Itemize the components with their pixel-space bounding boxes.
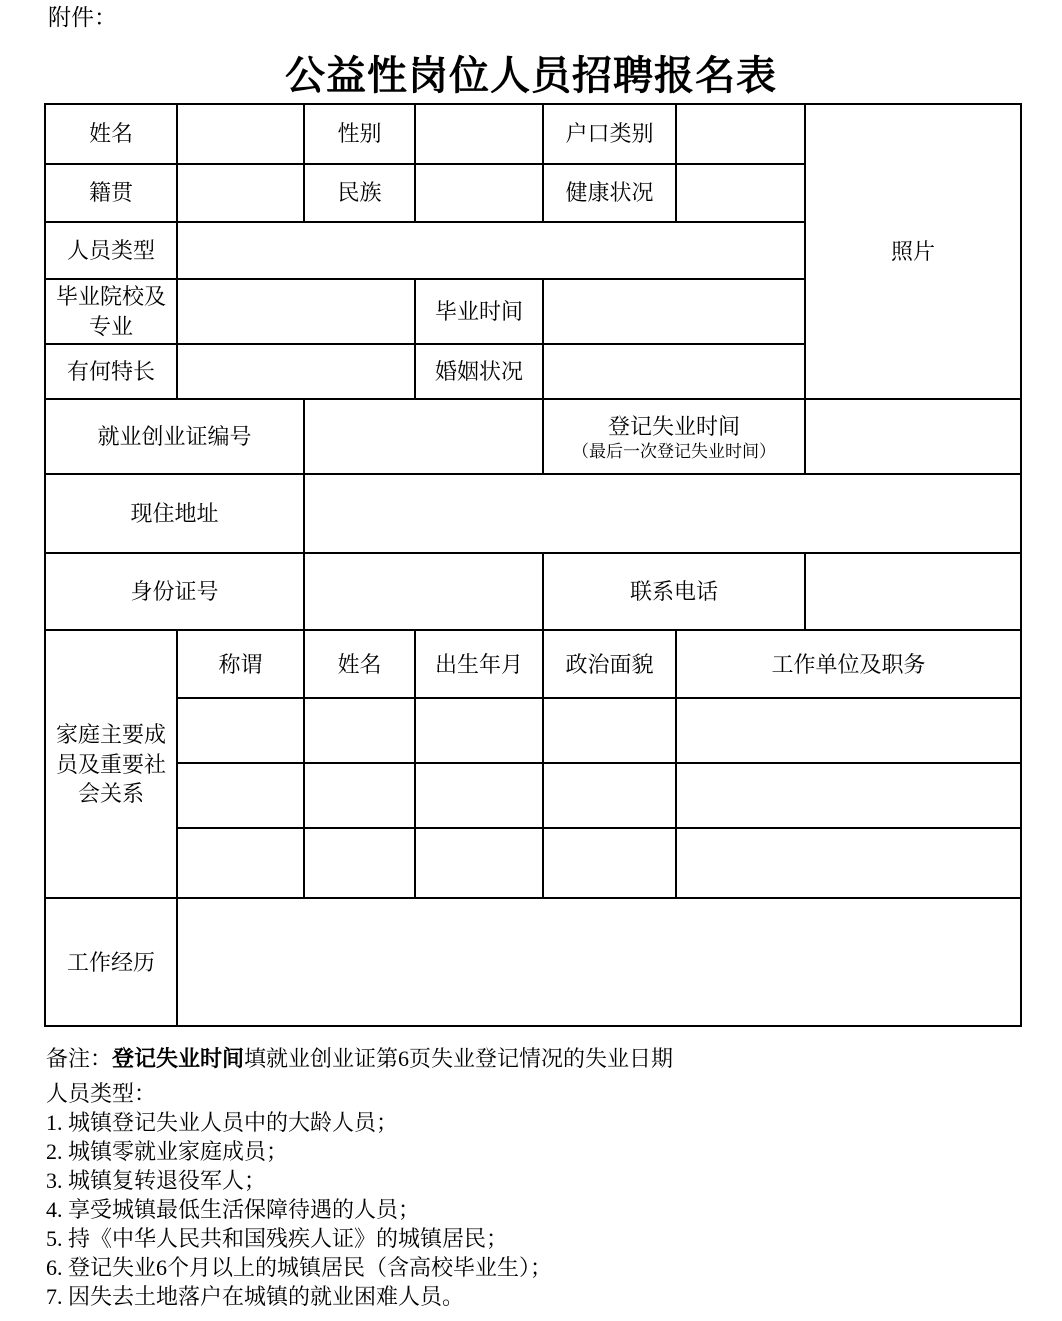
family-birth-cell[interactable]: [415, 763, 543, 828]
current-address-label: 现住地址: [45, 474, 304, 553]
row-work-experience: [45, 898, 1021, 1026]
native-place-label: 籍贯: [45, 164, 177, 222]
remark-prefix: 备注：: [46, 1046, 113, 1071]
notes-section: [46, 1044, 1026, 1311]
work-experience-label: 工作经历: [45, 898, 177, 1026]
registered-unemployment-time-subnote: （最后一次登记失业时间）: [572, 441, 776, 461]
native-place-value-cell[interactable]: [177, 164, 304, 222]
registered-unemployment-time-title: 登记失业时间: [607, 413, 740, 439]
family-title-cell[interactable]: [177, 763, 304, 828]
contact-phone-value-cell[interactable]: [805, 553, 1021, 630]
personnel-type-item-6: 6. 登记失业6个月以上的城镇居民（含高校毕业生）；: [46, 1255, 553, 1280]
personnel-type-value-cell[interactable]: [177, 222, 805, 279]
family-political-cell[interactable]: [543, 698, 676, 763]
family-name-cell[interactable]: [304, 763, 415, 828]
name-value-cell[interactable]: [177, 104, 304, 164]
household-type-value-cell[interactable]: [676, 104, 805, 164]
remark-bold-term: 登记失业时间: [112, 1046, 245, 1071]
health-status-value-cell[interactable]: [676, 164, 805, 222]
gender-value-cell[interactable]: [415, 104, 543, 164]
remark-suffix: 填就业创业证第6页失业登记情况的失业日期: [244, 1046, 674, 1071]
work-experience-value-cell[interactable]: [177, 898, 1021, 1026]
personnel-type-item-5: 5. 持《中华人民共和国残疾人证》的城镇居民；: [46, 1226, 509, 1251]
name-label: 姓名: [45, 104, 177, 164]
gender-label: 性别: [304, 104, 415, 164]
specialties-value-cell[interactable]: [177, 344, 415, 399]
registration-form-table: [44, 103, 1022, 1027]
graduation-school-major-label: 毕业院校及专业: [45, 279, 177, 344]
family-title-cell[interactable]: [177, 828, 304, 898]
family-workunit-cell[interactable]: [676, 763, 1021, 828]
family-workunit-cell[interactable]: [676, 828, 1021, 898]
graduation-time-label: 毕业时间: [415, 279, 543, 344]
registered-unemployment-time-label: [543, 399, 805, 474]
employment-cert-no-value-cell[interactable]: [304, 399, 543, 474]
family-row: [45, 763, 1021, 828]
family-col-birth: 出生年月: [415, 630, 543, 698]
personnel-type-item-3: 3. 城镇复转退役军人；: [46, 1168, 267, 1193]
marital-status-label: 婚姻状况: [415, 344, 543, 399]
family-col-name: 姓名: [304, 630, 415, 698]
row-name: [45, 104, 1021, 164]
family-col-title: 称谓: [177, 630, 304, 698]
personnel-type-item-4: 4. 享受城镇最低生活保障待遇的人员；: [46, 1197, 421, 1222]
ethnicity-value-cell[interactable]: [415, 164, 543, 222]
row-family-header: [45, 630, 1021, 698]
graduation-school-major-value-cell[interactable]: [177, 279, 415, 344]
row-id-number: [45, 553, 1021, 630]
remark-line: [46, 1044, 1026, 1073]
attachment-label: 附件：: [48, 5, 117, 30]
graduation-time-value-cell[interactable]: [543, 279, 805, 344]
current-address-value-cell[interactable]: [304, 474, 1021, 553]
family-row: [45, 828, 1021, 898]
family-section-label: 家庭主要成员及重要社会关系: [45, 630, 177, 898]
family-workunit-cell[interactable]: [676, 698, 1021, 763]
family-birth-cell[interactable]: [415, 828, 543, 898]
personnel-type-item-7: 7. 因失去土地落户在城镇的就业困难人员。: [46, 1284, 465, 1309]
row-current-address: [45, 474, 1021, 553]
row-employment-cert: [45, 399, 1021, 474]
family-col-political: 政治面貌: [543, 630, 676, 698]
specialties-label: 有何特长: [45, 344, 177, 399]
ethnicity-label: 民族: [304, 164, 415, 222]
health-status-label: 健康状况: [543, 164, 676, 222]
page-title: 公益性岗位人员招聘报名表: [285, 53, 777, 98]
family-birth-cell[interactable]: [415, 698, 543, 763]
family-name-cell[interactable]: [304, 828, 415, 898]
family-name-cell[interactable]: [304, 698, 415, 763]
family-col-workunit: 工作单位及职务: [676, 630, 1021, 698]
family-political-cell[interactable]: [543, 828, 676, 898]
id-number-label: 身份证号: [45, 553, 304, 630]
employment-cert-no-label: 就业创业证编号: [45, 399, 304, 474]
personnel-type-item-2: 2. 城镇零就业家庭成员；: [46, 1139, 289, 1164]
household-type-label: 户口类别: [543, 104, 676, 164]
photo-cell[interactable]: 照片: [805, 104, 1021, 399]
family-row: [45, 698, 1021, 763]
marital-status-value-cell[interactable]: [543, 344, 805, 399]
family-title-cell[interactable]: [177, 698, 304, 763]
id-number-value-cell[interactable]: [304, 553, 543, 630]
personnel-type-heading: 人员类型：: [46, 1081, 157, 1106]
personnel-type-item-1: 1. 城镇登记失业人员中的大龄人员；: [46, 1110, 399, 1135]
contact-phone-label: 联系电话: [543, 553, 805, 630]
family-political-cell[interactable]: [543, 763, 676, 828]
registered-unemployment-time-value-cell[interactable]: [805, 399, 1021, 474]
personnel-type-label: 人员类型: [45, 222, 177, 279]
